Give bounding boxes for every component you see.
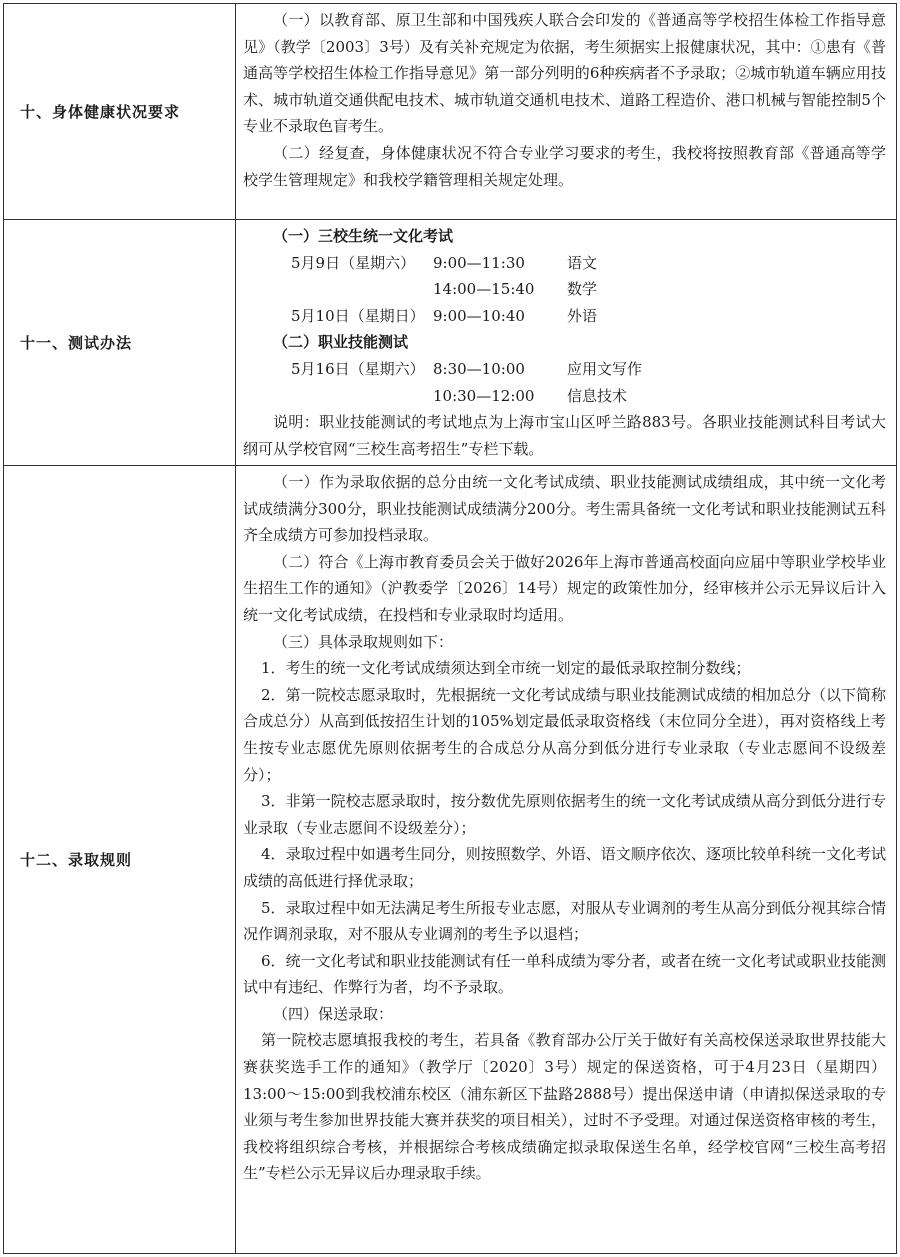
paragraph: （一）以教育部、原卫生部和中国残疾人联合会印发的《普通高等学校招生体检工作指导意见》（教学〔2003〕3号）及有关补充规定为依据，考生须据实上报健康状况，其中：①患有《普通高等学校招生体检工作指导意见》第一部分列明的6种疾病者不予录取；②城市轨道车辆应用技术、城市轨道交通供配电技术、城市轨道交通机电技术、道路工程造价、港口机械与智能控制5个专业不录取色盲考生。 [243,11,886,136]
section-content [236,220,896,465]
schedule-time: 9:00—11:30 [433,253,525,272]
schedule-date: 5月16日（星期六） [291,359,425,378]
section-label: 十二、录取规则 [4,466,236,1253]
section-label: 十、身体健康状况要求 [4,4,236,219]
schedule-time: 10:30—12:00 [433,386,535,405]
section-label: 十一、测试办法 [4,220,236,465]
schedule-row [243,276,886,303]
paragraph: （二）符合《上海市教育委员会关于做好2026年上海市普通高校面向应届中等职业学校毕业生招生工作的通知》（沪教委学〔2026〕14号）规定的政策性加分，经审核并公示无异议后计入统一文化考试成绩，在投档和专业录取时均适用。 [243,552,886,624]
schedule-row [243,356,886,383]
section-row-admission-rules [4,465,896,1253]
section-row-test-method [4,219,896,465]
schedule-subject: 应用文写作 [567,359,643,378]
paragraph: 第一院校志愿填报我校的考生，若具备《教育部办公厅关于做好有关高校保送录取世界技能大赛获奖选手工作的通知》（教学厅〔2020〕3号）规定的保送资格，可于4月23日（星期四）13:00～15:00到我校浦东校区（浦东新区下盐路2888号）提出保送申请（申请拟保送录取的专业须与考生参加世界技能大赛并获奖的项目相关），过时不予受理。对通过保送资格审核的考生，我校将组织综合考核，并根据综合考核成绩确定拟录取保送生名单，经学校官网“三校生高考招生”专栏公示无异议后办理录取手续。 [243,1031,886,1183]
rule-item: 1．考生的统一文化考试成绩须达到全市统一划定的最低录取控制分数线； [261,659,751,678]
schedule-time: 9:00—10:40 [433,306,525,325]
admission-rules-table [3,3,897,1254]
schedule-row [243,303,886,330]
schedule-subject: 外语 [567,306,598,325]
paragraph: （一）作为录取依据的总分由统一文化考试成绩、职业技能测试成绩组成，其中统一文化考试成绩满分300分，职业技能测试成绩满分200分。考生需具备统一文化考试和职业技能测试五科齐全成绩方可参加投档录取。 [243,473,886,545]
schedule-row [243,383,886,410]
rule-item: 6．统一文化考试和职业技能测试有任一单科成绩为零分者，或者在统一文化考试或职业技能测试中有违纪、作弊行为者，均不予录取。 [243,951,886,997]
sub-heading: （二）职业技能测试 [273,333,409,352]
note: 说明：职业技能测试的考试地点为上海市宝山区呼兰路883号。各职业技能测试科目考试大纲可从学校官网“三校生高考招生”专栏下载。 [243,413,886,458]
rule-item: 5．录取过程中如无法满足考生所报专业志愿，对服从专业调剂的考生从高分到低分视其综合情况作调剂录取，对不服从专业调剂的考生予以退档； [243,898,886,944]
paragraph: （三）具体录取规则如下： [273,632,454,651]
section-content [236,4,896,219]
schedule-time: 8:30—10:00 [433,359,525,378]
schedule-date: 5月10日（星期日） [291,306,425,325]
schedule-row [243,250,886,277]
schedule-date: 5月9日（星期六） [291,253,416,272]
schedule-time: 14:00—15:40 [433,280,535,299]
paragraph: （二）经复查，身体健康状况不符合专业学习要求的考生，我校将按照教育部《普通高等学校学生管理规定》和我校学籍管理相关规定处理。 [243,143,886,189]
section-row-health [4,4,896,219]
rule-item: 3．非第一院校志愿录取时，按分数优先原则依据考生的统一文化考试成绩从高分到低分进行专业录取（专业志愿间不设级差分）； [243,792,886,837]
schedule-subject: 数学 [567,280,598,299]
paragraph: （四）保送录取： [273,1004,394,1023]
section-content [236,466,896,1253]
schedule-subject: 语文 [567,253,598,272]
schedule-subject: 信息技术 [567,386,628,405]
sub-heading: （一）三校生统一文化考试 [273,227,454,245]
rule-item: 2．第一院校志愿录取时，先根据统一文化考试成绩与职业技能测试成绩的相加总分（以下简称合成总分）从高到低按招生计划的105%划定最低录取资格线（末位同分全进），再对资格线上考生按专业志愿优先原则依据考生的合成总分从高分到低分进行专业录取（专业志愿间不设级差分）； [243,685,886,784]
rule-item: 4．录取过程中如遇考生同分，则按照数学、外语、语文顺序依次、逐项比较单科统一文化考试成绩的高低进行择优录取； [243,845,886,890]
